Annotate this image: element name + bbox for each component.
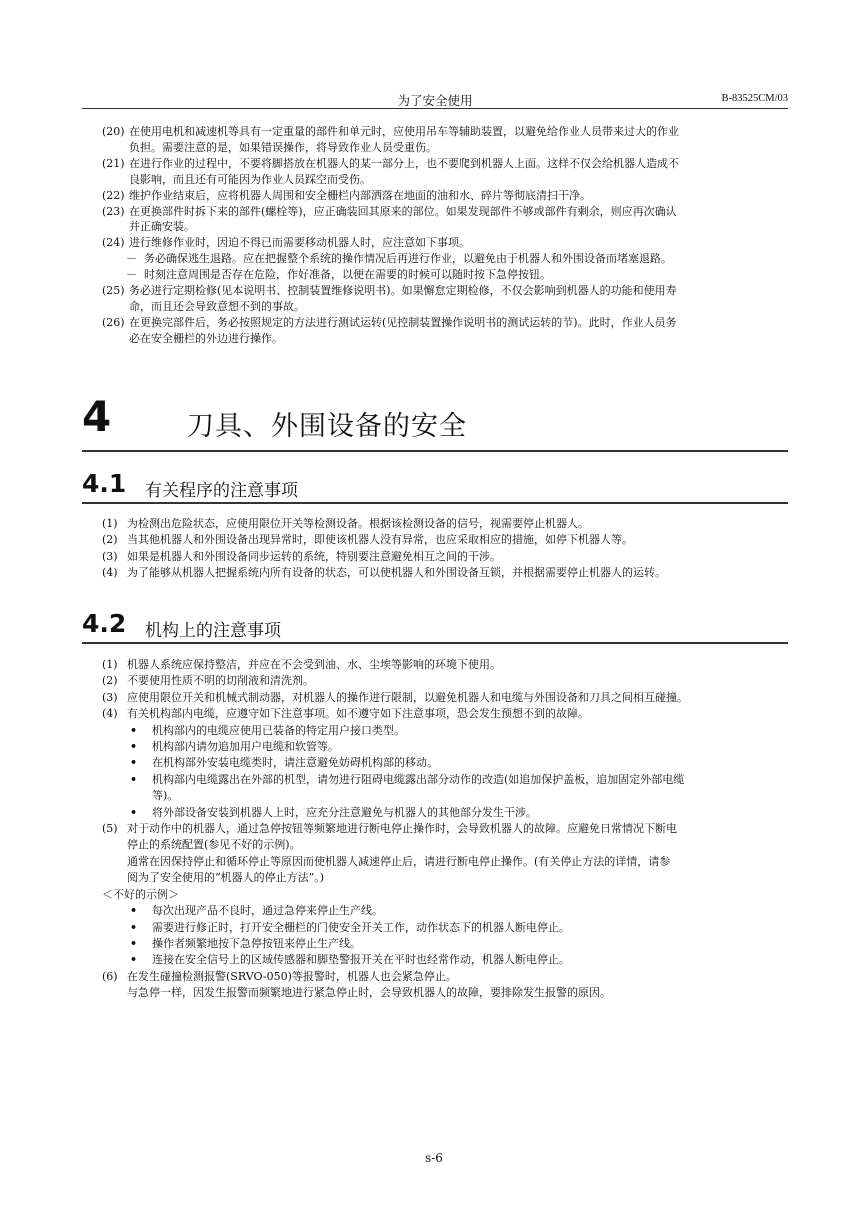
- bullet-item: • 连接在安全信号上的区域传感器和脚垫警报开关在平时也经常作动，机器人断电停止。: [130, 953, 570, 967]
- paragraph: 通常在因保持停止和循环停止等原因而使机器人减速停止后，请进行断电停止操作。(有关停止方法的详情，请参 阅为了安全使用的“机器人的停止方法”。): [127, 854, 671, 885]
- header-title: 为了安全使用: [397, 93, 473, 108]
- list-item: (26) 在更换完部件后，务必按照规定的方法进行测试运转(见控制装置操作说明书的测试运转的节)。此时，作业人员务 必在安全栅栏的外边进行操作。: [102, 315, 677, 345]
- section-title: 有关程序的注意事项: [145, 481, 298, 501]
- list-item: (21) 在进行作业的过程中，不要将脚搭放在机器人的某一部分上，也不要爬到机器人上面。这样不仅会给机器人造成不 良影响，而且还有可能因为作业人员踩空而受伤。: [102, 156, 679, 186]
- list-item: (3) 如果是机器人和外围设备同步运转的系统，特别要注意避免相互之间的干涉。: [102, 549, 501, 563]
- section-4-1-list: [102, 516, 790, 582]
- list-item: (25) 务必进行定期检修(见本说明书、控制装置维修说明书)。如果懈怠定期检修，不仅会影响到机器人的功能和使用寿 命，而且还会导致意想不到的事故。: [102, 284, 677, 313]
- bullet-item: • 每次出现产品不良时，通过急停来停止生产线。: [130, 904, 383, 918]
- bullet-item: • 将外部设备安装到机器人上时，应充分注意避免与机器人的其他部分发生干涉。: [130, 805, 537, 819]
- bullet-item: • 机构部内请勿追加用户电缆和软管等。: [130, 740, 339, 754]
- chapter-title: 刀具、外围设备的安全: [187, 411, 467, 442]
- list-item: (3) 应使用限位开关和机械式制动器，对机器人的操作进行限制，以避免机器人和电缆与外围设备和刀具之间相互碰撞。: [102, 690, 688, 704]
- list-item: (2) 当其他机器人和外围设备出现异常时，即使该机器人没有异常，也应采取相应的措施，如停下机器人等。: [102, 533, 633, 547]
- list-item: (23) 在更换部件时拆下来的部件(螺栓等)，应正确装回其原来的部位。如果发现部件不够或部件有剩余，则应再次确认 并正确安装。: [102, 204, 677, 234]
- chapter-heading: [82, 392, 788, 452]
- bullet-item: • 机构部内电缆露出在外部的机型，请勿进行阻碍电缆露出部分动作的改造(如追加保护盖板，追加固定外部电缆 等)。: [130, 772, 685, 803]
- list-item: (22) 维护作业结束后，应将机器人周围和安全栅栏内部洒落在地面的油和水、碎片等彻底清扫干净。: [102, 188, 591, 202]
- paragraph: 与急停一样，因发生报警而频繁地进行紧急停止时，会导致机器人的故障，要排除发生报警的原因。: [127, 986, 611, 1000]
- document-code: B-83525CM/03: [721, 93, 788, 104]
- chapter-number: 4: [82, 392, 112, 441]
- section-number: 4.2: [82, 609, 127, 638]
- list-item: (2) 不要使用性质不明的切削液和清洗剂。: [102, 674, 314, 688]
- list-item: (1) 为检测出危险状态，应使用限位开关等检测设备。根据该检测设备的信号，视需要停止机器人。: [102, 517, 589, 530]
- list-item: (20) 在使用电机和减速机等具有一定重量的部件和单元时，应使用吊车等辅助装置，以避免给作业人员带来过大的作业 负担。需要注意的是，如果错误操作，将导致作业人员受重伤。: [102, 125, 679, 154]
- page-header: [82, 90, 788, 109]
- bullet-item: • 机构部内的电缆应使用已装备的特定用户接口类型。: [130, 723, 405, 737]
- page-number: s-6: [425, 1151, 443, 1165]
- list-item: (4) 有关机构部内电缆，应遵守如下注意事项。如不遵守如下注意事项，恐会发生预想不到的故障。: [102, 707, 589, 721]
- bad-example-label: ＜不好的示例＞: [102, 887, 179, 901]
- list-item: (24) 进行维修作业时，因迫不得已而需要移动机器人时，应注意如下事项。: [102, 236, 470, 250]
- section-4-2-list: [102, 657, 790, 1002]
- bullet-item: • 在机构部外安装电缆类时，请注意避免妨碍机构部的移动。: [130, 756, 438, 770]
- section-title: 机构上的注意事项: [145, 621, 281, 641]
- bullet-item: • 操作者频繁地按下急停按钮来停止生产线。: [130, 936, 361, 950]
- list-item: (1) 机器人系统应保持整洁，并应在不会受到油、水、尘埃等影响的环境下使用。: [102, 658, 501, 671]
- dash-item: － 务必确保逃生退路。应在把握整个系统的操作情况后再进行作业，以避免由于机器人和外围设备而堵塞退路。: [126, 252, 672, 266]
- safety-items-continued: [102, 124, 790, 347]
- section-heading-4-1: [82, 468, 788, 504]
- bullet-item: • 需要进行修正时，打开安全栅栏的门使安全开关工作，动作状态下的机器人断电停止。: [130, 920, 570, 934]
- list-item: (6) 在发生碰撞检测报警(SRVO-050)等报警时，机器人也会紧急停止。: [102, 969, 457, 983]
- list-item: (4) 为了能够从机器人把握系统内所有设备的状态，可以使机器人和外围设备互锁，并根据需要停止机器人的运转。: [102, 566, 666, 580]
- dash-item: － 时刻注意周围是否存在危险，作好准备，以便在需要的时候可以随时按下急停按钮。: [126, 268, 551, 282]
- section-number: 4.1: [82, 469, 127, 498]
- list-item: (5) 对于动作中的机器人，通过急停按钮等频繁地进行断电停止操作时，会导致机器人的故障。应避免日常情况下断电 停止的系统配置(参见不好的示例)。: [102, 822, 677, 852]
- section-heading-4-2: [82, 608, 788, 644]
